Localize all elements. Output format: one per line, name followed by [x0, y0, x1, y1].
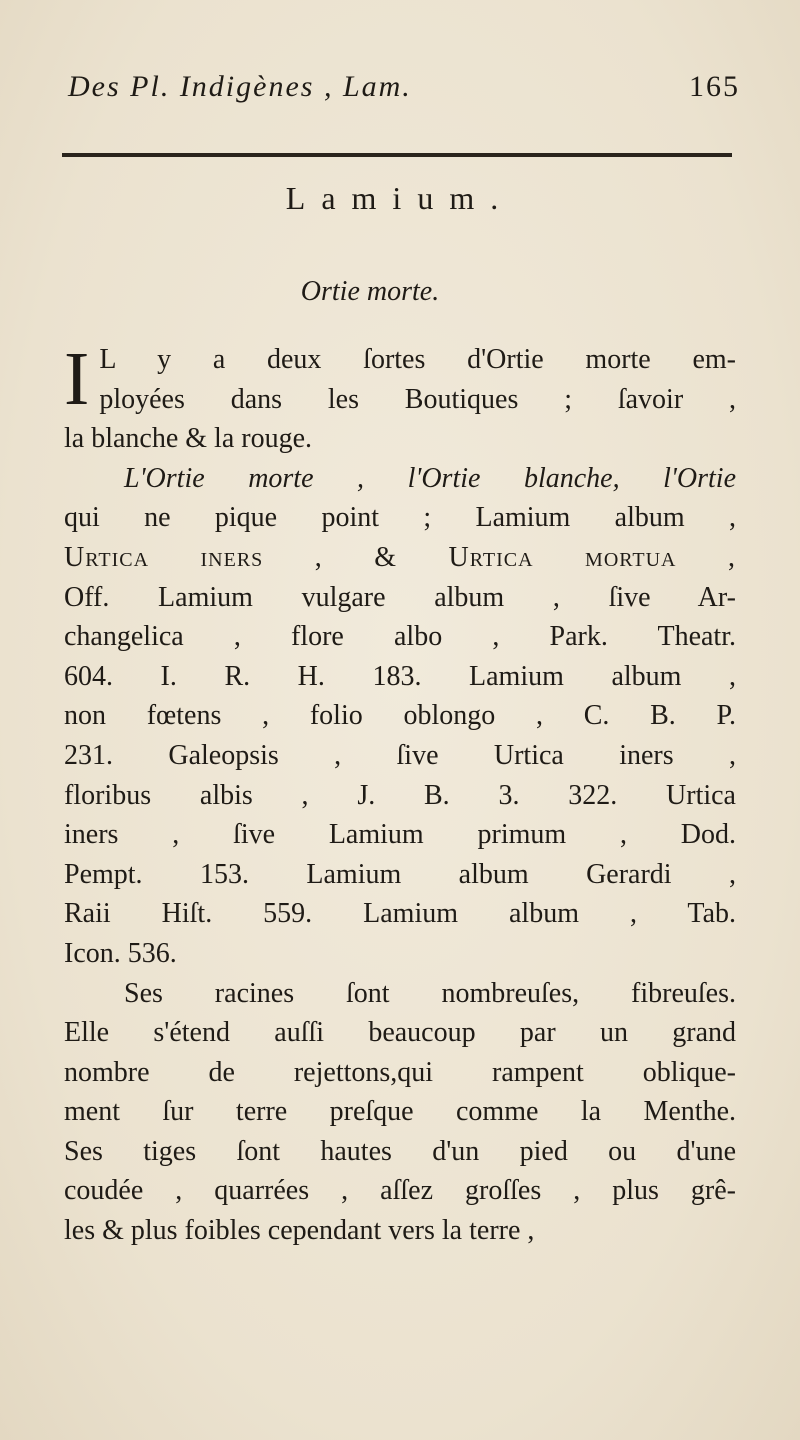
text-line: Pempt. 153. Lamium album Gerardi , [64, 858, 736, 890]
text-line: 231. Galeopsis , ſive Urtica iners , [64, 739, 736, 771]
text-line: ployées dans les Boutiques ; ſavoir , [99, 383, 736, 415]
text-line: L'Ortie morte , l'Ortie blanche, l'Ortie [124, 462, 736, 494]
text-line: Urtica iners , & Urtica mortua , [64, 541, 736, 573]
text-line: coudée , quarrées , aſſez groſſes , plus grê- [64, 1175, 736, 1207]
text-line: Ses racines ſont nombreuſes, fibreuſes. [124, 977, 736, 1009]
text-line: Icon. 536. [64, 937, 177, 969]
section-subheading: Ortie morte. [300, 276, 440, 307]
text-line: Off. Lamium vulgare album , ſive Ar- [64, 581, 736, 613]
text-line: les & plus foibles cependant vers la terre , [64, 1215, 535, 1247]
text-line: ment ſur terre preſque comme la Menthe. [64, 1096, 736, 1128]
text-line: Raii Hiſt. 559. Lamium album , Tab. [64, 898, 736, 930]
running-title: Des Pl. Indigènes , Lam. [68, 70, 412, 103]
text-line: la blanche & la rouge. [64, 423, 313, 455]
text-line: floribus albis , J. B. 3. 322. Urtica [64, 779, 736, 811]
section-heading: Lamium. [285, 180, 515, 216]
text-line: Ses tiges ſont hautes d'un pied ou d'une [64, 1135, 736, 1167]
text-line: nombre de rejettons,qui rampent oblique- [64, 1056, 736, 1088]
text-line: 604. I. R. H. 183. Lamium album , [64, 660, 736, 692]
page-number: 165 [689, 70, 740, 103]
text-line: L y a deux ſortes d'Ortie morte em- [99, 344, 736, 375]
text-line: Elle s'étend auſſi beaucoup par un grand [64, 1017, 736, 1049]
body-text [64, 337, 736, 1251]
running-header [68, 70, 740, 110]
drop-cap: I [64, 337, 90, 421]
text-line: iners , ſive Lamium primum , Dod. [64, 819, 736, 851]
header-rule [62, 153, 732, 157]
text-line: non fœtens , folio oblongo , C. B. P. [64, 700, 736, 732]
text-line: changelica , flore albo , Park. Theatr. [64, 621, 736, 653]
text-line: qui ne pique point ; Lamium album , [64, 502, 736, 534]
